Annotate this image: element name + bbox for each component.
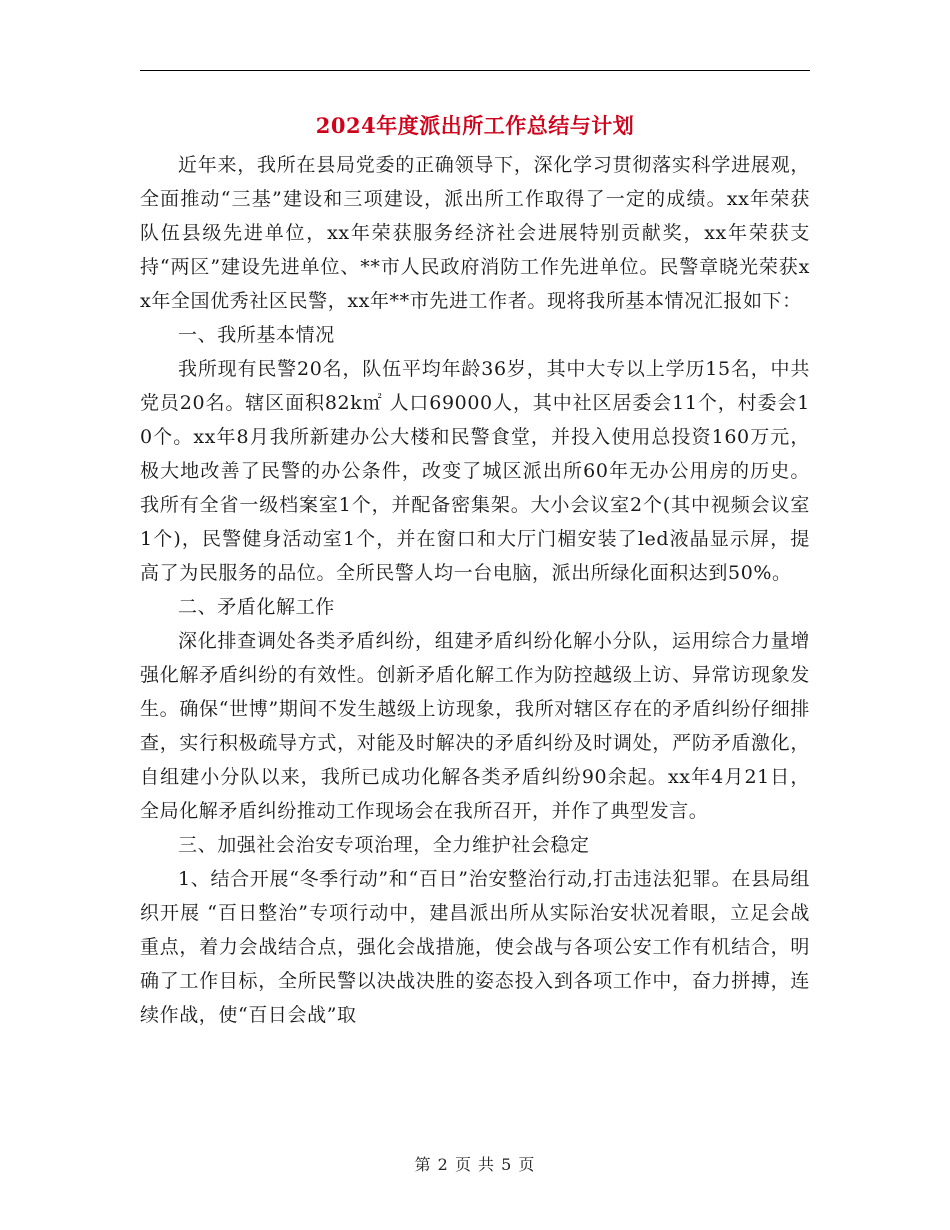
paragraph-basic-info: 我所现有民警20名，队伍平均年龄36岁，其中大专以上学历15名，中共党员20名。辖区面积82k㎡ 人口69000人，其中社区居委会11个，村委会10个。xx年8月我所新建办公大楼和民警食堂，并投入使用总投资160万元，极大地改善了民警的办公条件，改变了城区派出所60年无办公用房的历史。我所有全省一级档案室1个，并配备密集架。大小会议室2个(其中视频会议室1个)，民警健身活动室1个，并在窗口和大厅门楣安装了led液晶显示屏，提高了为民服务的品位。全所民警人均一台电脑，派出所绿化面积达到50%。	[140, 358, 810, 584]
paragraph-public-security: 1、结合开展“冬季行动”和“百日”治安整治行动,打击违法犯罪。在县局组织开展 “百日整治”专项行动中，建昌派出所从实际治安状况着眼，立足会战重点，着力会战结合点，强化会战措施，使会战与各项公安工作有机结合，明确了工作目标，全所民警以决战决胜的姿态投入到各项工作中，奋力拼搏，连续作战，使“百日会战”取	[140, 868, 810, 1026]
document-title: 2024年度派出所工作总结与计划	[315, 113, 635, 138]
paragraph-conflict-resolution: 深化排查调处各类矛盾纠纷，组建矛盾纠纷化解小分队，运用综合力量增强化解矛盾纠纷的有效性。创新矛盾化解工作为防控越级上访、异常访现象发生。确保“世博”期间不发生越级上访现象，我所对辖区存在的矛盾纠纷仔细排查，实行积极疏导方式，对能及时解决的矛盾纠纷及时调处，严防矛盾激化，自组建小分队以来，我所已成功化解各类矛盾纠纷90余起。xx年4月21日，全局化解矛盾纠纷推动工作现场会在我所召开，并作了典型发言。	[140, 630, 810, 822]
paragraph-intro: 近年来，我所在县局党委的正确领导下，深化学习贯彻落实科学进展观，全面推动“三基”建设和三项建设，派出所工作取得了一定的成绩。xx年荣获队伍县级先进单位，xx年荣获服务经济社会进展特别贡献奖，xx年荣获支持“两区”建设先进单位、**市人民政府消防工作先进单位。民警章晓光荣获xx年全国优秀社区民警，xx年**市先进工作者。现将我所基本情况汇报如下：	[140, 154, 810, 312]
section-heading-basic-info: 一、我所基本情况	[178, 324, 335, 346]
header-rule	[140, 70, 810, 71]
section-heading-conflict-resolution: 二、矛盾化解工作	[178, 596, 335, 618]
document-body	[140, 148, 810, 1032]
section-heading-public-security: 三、加强社会治安专项治理，全力维护社会稳定	[178, 834, 590, 856]
page-number-footer: 第 2 页 共 5 页	[414, 1155, 536, 1174]
